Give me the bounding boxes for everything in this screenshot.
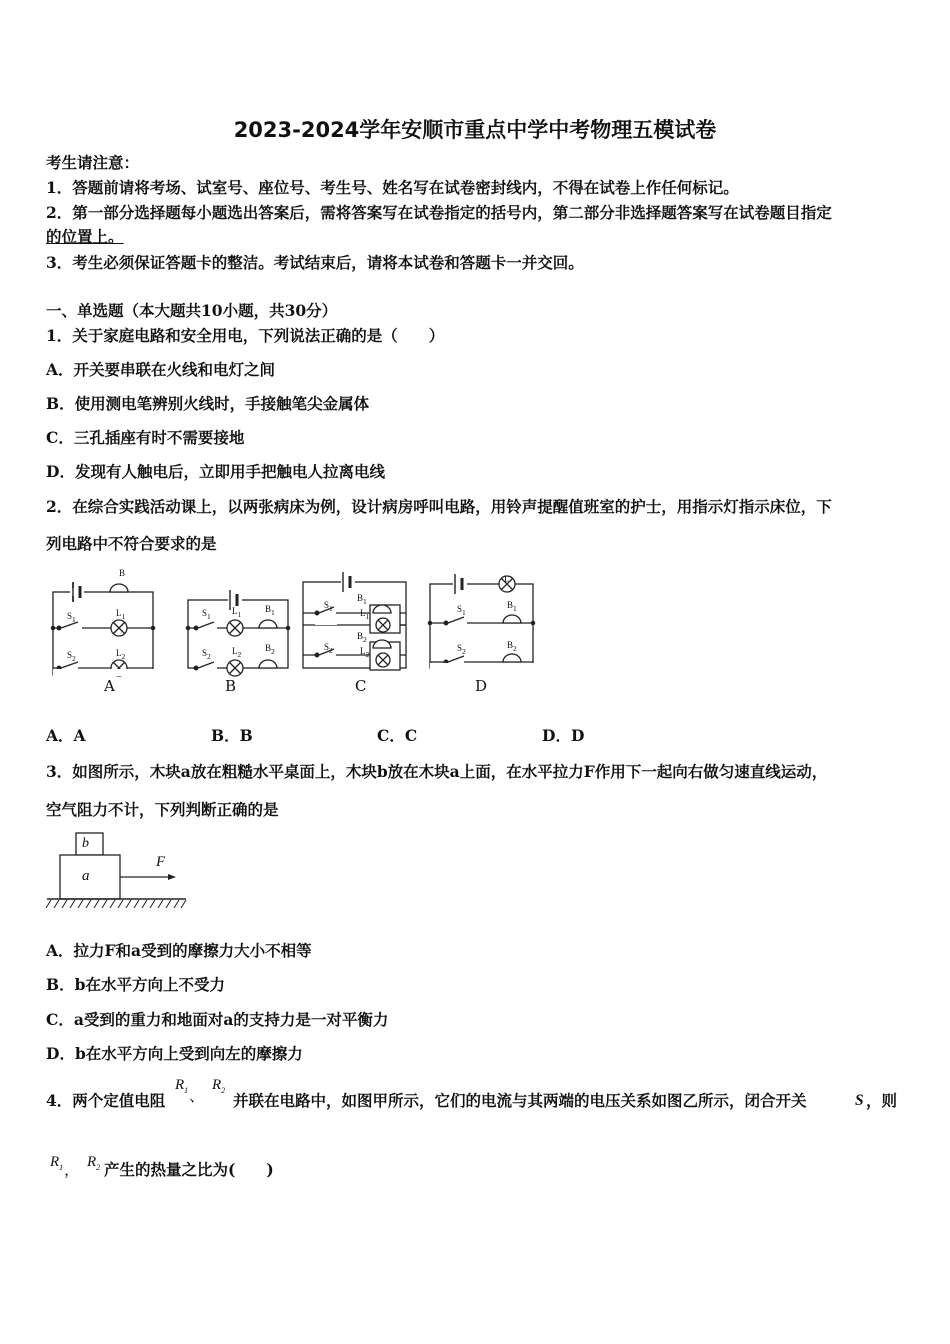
q4-stem-line-2: 产生的热量之比为( ) [104,1160,274,1179]
q4-line2-r1: $R_1$ [50,1154,64,1172]
label-c-b2: $B_2$ [357,631,367,644]
notice-item-2-line-2: 的位置上。 [46,227,124,246]
q3-label-f: F [156,854,166,870]
label-d-s1: $S_1$ [457,604,466,617]
circuit-b [186,590,289,676]
q2-option-c: C．C [377,726,418,745]
section-heading: 一、单选题（本大题共10小题，共30分） [46,301,338,320]
q2-option-a: A．A [46,726,86,745]
q3-block-diagram [45,830,190,915]
q1-option-b: B．使用测电笔辨别火线时，手接触笔尖金属体 [46,394,370,413]
ground-hatching [46,900,186,908]
q1-option-c: C．三孔插座有时不需要接地 [46,428,245,447]
q3-option-c: C．a受到的重力和地面对a的支持力是一对平衡力 [46,1010,389,1029]
label-c-s1: $S_1$ [324,600,333,613]
label-d-b2: $B_2$ [507,640,517,653]
q4-switch-symbol: S [855,1092,864,1109]
page-title: 2023-2024学年安顺市重点中学中考物理五模试卷 [233,118,717,142]
q3-stem-line-2: 空气阻力不计，下列判断正确的是 [46,800,279,819]
circuit-c [303,572,406,670]
label-b-l2: $L_2$ [232,646,242,659]
q4-stem-end: ，则 [866,1091,898,1110]
q3-label-b: b [82,836,89,851]
q4-r2-symbol: $R_2$ [212,1077,226,1095]
circuit-label-a: A [104,677,115,695]
notice-item-1: 1．答题前请将考场、试室号、座位号、考生号、姓名写在试卷密封线内，不得在试卷上作任何标记。 [46,178,739,197]
q2-stem-line-1: 2．在综合实践活动课上，以两张病床为例，设计病房呼叫电路，用铃声提醒值班室的护士，用指示灯指示床位，下 [46,497,832,516]
label-d-s2: $S_2$ [457,643,466,656]
circuit-label-d: D [475,677,488,695]
q4-r1-symbol: $R_1$ [175,1077,189,1095]
circuit-label-b: B [225,677,237,695]
q4-stem-middle: 并联在电路中，如图甲所示，它们的电流与其两端的电压关系如图乙所示，闭合开关 [233,1091,807,1110]
q2-option-b: B．B [211,726,253,745]
label-b-b1: $B_1$ [265,604,275,617]
q1-option-d: D．发现有人触电后，立即用手把触电人拉离电线 [46,462,385,481]
label-c-s2: $S_2$ [324,642,333,655]
label-a-s2: $S_2$ [67,650,76,663]
label-a-bell: B [119,568,126,578]
label-a-l1: $L_1$ [116,608,126,621]
q3-option-b: B．b在水平方向上不受力 [46,975,225,994]
q3-label-a: a [82,868,90,884]
q3-stem-line-1: 3．如图所示，木块a放在粗糙水平桌面上，木块b放在木块a上面，在水平拉力F作用下一起向右做匀速直线运动， [46,762,828,781]
label-b-s1: $S_1$ [202,608,211,621]
notice-item-2-line-1: 2．第一部分选择题每小题选出答案后，需将答案写在试卷指定的括号内，第二部分非选择题答案写在试卷题目指定 [46,203,832,222]
label-c-l2: $L_2$ [360,646,370,659]
q4-line2-r2: $R_2$ [87,1154,101,1172]
label-a-s1: $S_1$ [67,611,76,624]
q3-option-a: A．拉力F和a受到的摩擦力大小不相等 [46,941,312,960]
circuit-label-c: C [355,677,367,695]
q4-stem-prefix: 4．两个定值电阻 [46,1091,166,1110]
label-c-b1: $B_1$ [357,593,367,606]
q2-option-d: D．D [542,726,585,745]
q1-stem: 1．关于家庭电路和安全用电，下列说法正确的是（ ） [46,326,445,345]
label-d-l: L [504,574,510,584]
q4-line2-comma: ， [64,1161,80,1179]
notice-heading: 考生请注意： [46,153,140,172]
label-c-l1: $L_1$ [360,608,370,621]
label-b-b2: $B_2$ [265,643,275,656]
q4-separator: 、 [189,1087,205,1105]
q3-option-d: D．b在水平方向上受到向左的摩擦力 [46,1044,303,1063]
label-b-s2: $S_2$ [202,648,211,661]
label-d-b1: $B_1$ [507,600,517,613]
circuit-d [428,574,534,669]
notice-item-3: 3．考生必须保证答题卡的整洁。考试结束后，请将本试卷和答题卡一并交回。 [46,253,584,272]
q1-option-a: A．开关要串联在火线和电灯之间 [46,360,276,379]
label-b-l1: $L_1$ [232,606,242,619]
label-a-l2: $L_2$ [116,648,126,661]
q2-stem-line-2: 列电路中不符合要求的是 [46,534,217,553]
